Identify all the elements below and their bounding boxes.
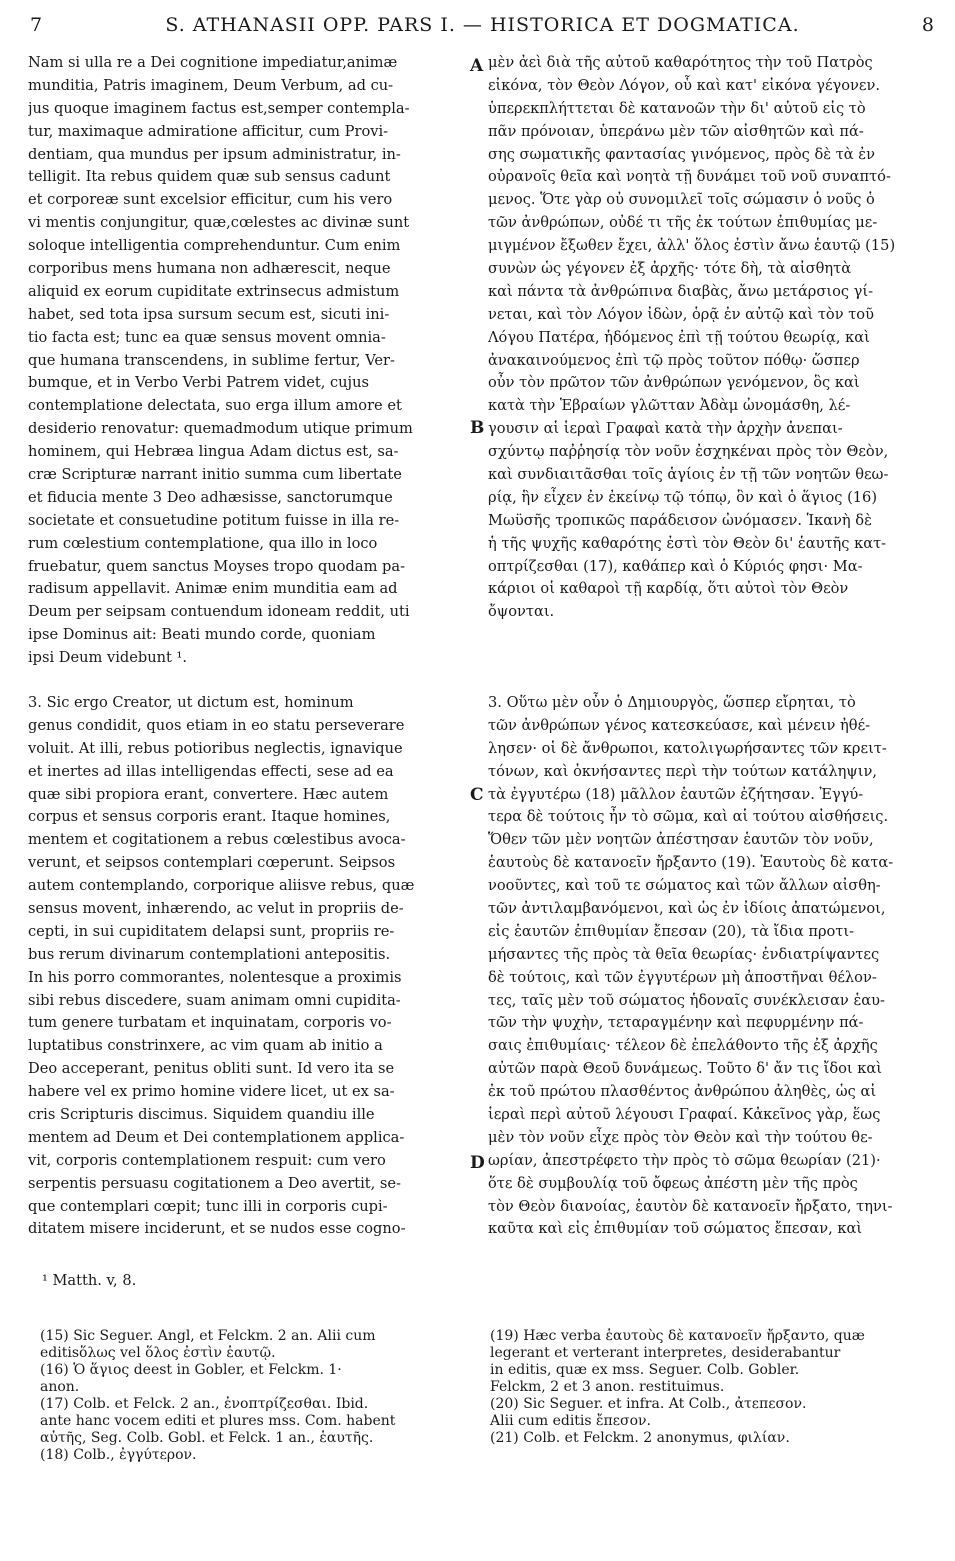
footnote-line: (17) Colb. et Felck. 2 an., ἐνοπτρίζεσθαι. Ibid. <box>40 1396 369 1412</box>
page-number-right: 8 <box>921 14 935 36</box>
latin-text-line: habere vel ex primo homine videre licet, ut ex sa- <box>28 1083 395 1101</box>
footnote-line: (20) Sic Seguer. et infra. At Colb., ἀτεπεσον. <box>490 1396 807 1412</box>
greek-text-line: ρίᾳ, ἣν εἶχεν ἐν ἐκείνῳ τῷ τόπῳ, ὃν καὶ ὁ ἅγιος (16) <box>488 488 878 506</box>
greek-text-line: οπτρίζεσθαι (17), καθάπερ καὶ ὁ Κύριός φησι· Μα- <box>488 557 863 575</box>
greek-text-line: τόνων, καὶ ὀκνήσαντες περὶ τὴν τούτων κατάληψιν, <box>488 762 877 780</box>
greek-text-line: ὅτε δὲ συμβουλίᾳ τοῦ ὄφεως ἀπέστη μὲν τῆς πρὸς <box>488 1174 858 1192</box>
greek-text-line: μὲν τὸν νοῦν εἶχε πρὸς τὸν Θεὸν καὶ τὴν τούτου θε- <box>488 1128 873 1146</box>
greek-text-line: τῶν ἀνθρώπων, οὐδέ τι τῆς ἐκ τούτων ἐπιθυμίας με- <box>488 214 878 232</box>
greek-text-line: Ὅθεν τῶν μὲν νοητῶν ἀπέστησαν ἑαυτῶν τὸν νοῦν, <box>488 831 874 849</box>
latin-text-line: soloque intelligentia comprehenduntur. Cum enim <box>28 237 401 255</box>
greek-text-line: μήσαντες τῆς πρὸς τὰ θεῖα θεωρίας· ἐνδιατρίψαντες <box>488 945 880 963</box>
footnote-line: (16) Ὁ ἅγιος deest in Gobler, et Felckm. 1· <box>40 1362 342 1378</box>
latin-text-line: verunt, et seipsos contemplari cœperunt. Seipsos <box>28 854 396 872</box>
latin-text-line: vi mentis conjungitur, quæ,cœlestes ac divinæ sunt <box>28 214 410 232</box>
latin-text-line: mentem et cogitationem a rebus cœlestibus avoca- <box>28 831 406 849</box>
latin-text-line: In his porro commorantes, nolentesque a proximis <box>28 968 402 986</box>
greek-text-line: καῦτα καὶ εἰς ἐπιθυμίαν τοῦ σώματος ἔπεσαν, καὶ <box>488 1220 863 1238</box>
page-header <box>30 14 935 44</box>
greek-text-line: εἰς ἑαυτῶν ἐπιθυμίαν ἔπεσαν (20), τὰ ἴδια προτι- <box>488 922 855 940</box>
latin-text-line: aliquid ex eorum cupiditate extrinsecus admistum <box>28 282 400 300</box>
latin-text-line: ditatem misere inciderunt, et se nudos esse cogno- <box>28 1220 406 1238</box>
latin-text-line: 3. Sic ergo Creator, ut dictum est, hominum <box>28 694 354 711</box>
latin-text-line: que contemplari cœpit; tunc illi in corporis cupi- <box>28 1197 388 1215</box>
footnote-line: (15) Sic Seguer. Angl, et Felckm. 2 an. Alii cum <box>40 1328 376 1344</box>
greek-text-line: νεται, καὶ τὸν Λόγον ἰδὼν, ὁρᾷ ἐν αὐτῷ καὶ τὸν τοῦ <box>488 305 874 323</box>
greek-text-line: μιγμένον ἔξωθεν ἔχει, ἀλλ' ὅλος ἐστὶν ἄνω ἑαυτῷ (15) <box>488 237 896 255</box>
latin-text-line: rum cœlestium contemplatione, qua illo in loco <box>28 534 378 552</box>
greek-text-line: τὰ ἐγγυτέρω (18) μᾶλλον ἑαυτῶν ἐζήτησαν. Ἐγγύ- <box>488 785 864 803</box>
greek-text-line: τες, ταῖς μὲν τοῦ σώματος ἡδοναῖς συνέκλεισαν ἑαυ- <box>488 991 885 1009</box>
latin-text-line: desiderio renovatur: quemadmodum utique primum <box>28 420 413 438</box>
latin-text-line: cræ Scripturæ narrant initio summa cum libertate <box>28 466 402 484</box>
section-marker-a: A <box>470 56 484 76</box>
footnote-line: Alii cum editis ἔπεσον. <box>490 1413 651 1429</box>
latin-text-line: ipsi Deum videbunt ¹. <box>28 649 188 667</box>
latin-text-line: Deum per seipsam contuendum idoneam reddit, uti <box>28 603 410 621</box>
latin-text-line: genus condidit, quos etiam in eo statu perseverare <box>28 716 405 734</box>
scripture-footnote: ¹ Matth. v, 8. <box>42 1272 137 1289</box>
latin-text-line: societate et consuetudine potitum fuisse in illa re- <box>28 511 400 529</box>
greek-text-line: καὶ συνδιαιτᾶσθαι τοῖς ἁγίοις ἐν τῇ τῶν νοητῶν θεω- <box>488 466 889 484</box>
latin-text-line: ipse Dominus ait: Beati mundo corde, quoniam <box>28 626 376 644</box>
latin-text-line: voluit. At illi, rebus potioribus neglectis, ignavique <box>28 739 403 757</box>
footnote-line: anon. <box>40 1379 80 1395</box>
latin-text-line: telligit. Ita rebus quidem quæ sub sensus cadunt <box>28 168 391 186</box>
footnote-line: (19) Hæc verba ἑαυτοὺς δὲ κατανοεῖν ἤρξαντο, quæ <box>490 1328 865 1344</box>
footnote-line: legerant et verterant interpretes, desiderabantur <box>490 1345 841 1361</box>
greek-text-line: κάριοι οἱ καθαροὶ τῇ καρδίᾳ, ὅτι αὐτοὶ τὸν Θεὸν <box>488 580 849 598</box>
latin-column-top <box>28 52 468 670</box>
greek-column-top <box>488 52 933 624</box>
footnotes-right <box>490 1328 935 1447</box>
latin-text-line: tur, maximaque admiratione afficitur, cum Provi- <box>28 122 389 140</box>
latin-text-line: tum genere turbatam et inquinatam, corporis vo- <box>28 1014 392 1032</box>
greek-text-line: τῶν ἀντιλαμβανόμενοι, καὶ ὡς ἐν ἰδίοις ἀπατώμενοι, <box>488 900 886 918</box>
greek-text-line: εἰκόνα, τὸν Θεὸν Λόγον, οὗ καὶ κατ' εἰκόνα γέγονεν. <box>488 76 880 94</box>
greek-text-line: ἐκ τοῦ πρώτου πλασθέντος ἀνθρώπου ἀληθὲς, ὡς αἱ <box>488 1083 877 1101</box>
section-marker-d: D <box>470 1153 485 1173</box>
greek-column-bottom <box>488 692 933 1241</box>
greek-text-line: τῶν τὴν ψυχὴν, τεταραγμένην καὶ πεφυρμένην πά- <box>488 1014 864 1032</box>
greek-text-line: ὑπερεκπλήττεται δὲ κατανοῶν τὴν δι' αὐτοῦ εἰς τὸ <box>488 99 866 117</box>
latin-text-line: bus rerum divinarum contemplationi antepositis. <box>28 945 391 963</box>
greek-text-line: Μωϋσῆς τροπικῶς παράδεισον ὠνόμασεν. Ἱκανὴ δὲ <box>488 511 872 529</box>
latin-text-line: et corporeæ sunt excelsior efficitur, cum his vero <box>28 191 393 209</box>
latin-text-line: corpus et sensus corporis erant. Itaque homines, <box>28 808 391 826</box>
greek-text-line: ὄψονται. <box>488 603 555 621</box>
greek-text-line: Λόγου Πατέρα, ἡδόμενος ἐπὶ τῇ τούτου θεωρίᾳ, καὶ <box>488 328 870 346</box>
latin-text-line: contemplatione delectata, suo erga illum amore et <box>28 397 402 415</box>
greek-text-line: σχύντῳ παῤῥησίᾳ τὸν νοῦν ἐσχηκέναι πρὸς τὸν Θεὸν, <box>488 443 889 461</box>
latin-text-line: et inertes ad illas intelligendas effecti, sese ad ea <box>28 762 394 780</box>
latin-text-line: fruebatur, quem sanctus Moyses tropo quodam pa- <box>28 557 406 575</box>
footnote-line: αὐτῆς, Seg. Colb. Gobl. et Felck. 1 an., ἑαυτῆς. <box>40 1430 374 1446</box>
greek-text-line: ἀνακαινούμενος ἐπὶ τῷ πρὸς τοῦτον πόθῳ· ὥσπερ <box>488 351 860 369</box>
greek-text-line: μὲν ἀεὶ διὰ τῆς αὐτοῦ καθαρότητος τὴν τοῦ Πατρὸς <box>488 54 873 71</box>
greek-text-line: ωρίαν, ἀπεστρέφετο τὴν πρὸς τὸ σῶμα θεωρίαν (21)· <box>488 1151 881 1169</box>
greek-text-line: ἡ τῆς ψυχῆς καθαρότης ἐστὶ τὸν Θεὸν δι' ἑαυτῆς κατ- <box>488 534 887 552</box>
latin-text-line: radisum appellavit. Animæ enim munditia eam ad <box>28 580 398 598</box>
latin-text-line: tio facta est; tunc ea quæ sensus movent omnia- <box>28 328 386 346</box>
latin-text-line: sibi rebus discedere, suam animam omni cupidita- <box>28 991 401 1009</box>
latin-text-line: mentem ad Deum et Dei contemplationem applica- <box>28 1128 405 1146</box>
latin-text-line: dentiam, qua mundus per ipsum administratur, in- <box>28 145 401 163</box>
greek-text-line: οὐρανοῖς θεῖα καὶ νοητὰ τῇ δυνάμει τοῦ νοῦ συναπτό- <box>488 168 891 186</box>
latin-text-line: quæ sibi propiora erant, convertere. Hæc autem <box>28 785 389 803</box>
latin-text-line: serpentis persuasu cogitationem a Deo avertit, se- <box>28 1174 401 1192</box>
latin-text-line: et fiducia mente 3 Deo adhæsisse, sanctorumque <box>28 488 393 506</box>
greek-text-line: καὶ πάντα τὰ ἀνθρώπινα διαβὰς, ἄνω μετάρσιος γί- <box>488 282 874 300</box>
greek-text-line: ἑαυτοὺς δὲ κατανοεῖν ἤρξαντο (19). Ἑαυτοὺς δὲ κατα- <box>488 854 894 872</box>
footnotes-left <box>40 1328 470 1464</box>
section-marker-c: C <box>470 785 484 805</box>
greek-text-line: ἱεραὶ περὶ αὐτοῦ λέγουσι Γραφαί. Κἀκεῖνος γὰρ, ἕως <box>488 1106 881 1124</box>
greek-text-line: οὖν τὸν πρῶτον τῶν ἀνθρώπων γενόμενον, ὃς καὶ <box>488 374 860 392</box>
greek-text-line: λησεν· οἱ δὲ ἄνθρωποι, κατολιγωρήσαντες τῶν κρειτ- <box>488 739 887 757</box>
footnote-line: ante hanc vocem editi et plures mss. Com. habent <box>40 1413 396 1429</box>
greek-text-line: δὲ τούτοις, καὶ τῶν ἐγγυτέρων μὴ ἀποστῆναι θέλον- <box>488 968 877 986</box>
greek-text-line: πᾶν πρόνοιαν, ὑπεράνω μὲν τῶν αἰσθητῶν καὶ πά- <box>488 122 864 140</box>
greek-text-line: νοοῦντες, καὶ τοῦ τε σώματος καὶ τῶν ἄλλων αἰσθη- <box>488 877 881 895</box>
latin-text-line: Deo acceperant, penitus obliti sunt. Id vero ita se <box>28 1060 395 1078</box>
greek-text-line: τῶν ἀνθρώπων γένος κατεσκεύασε, καὶ μένειν ἠθέ- <box>488 716 871 734</box>
latin-text-line: que humana transcendens, in sublime fertur, Ver- <box>28 351 395 369</box>
latin-text-line: cepti, in sui cupiditatem delapsi sunt, propriis re- <box>28 922 395 940</box>
latin-text-line: corporibus mens humana non adhærescit, neque <box>28 260 391 278</box>
greek-text-line: 3. Οὕτω μὲν οὖν ὁ Δημιουργὸς, ὥσπερ εἴρηται, τὸ <box>488 694 856 711</box>
greek-text-line: τερα δὲ τούτοις ἦν τὸ σῶμα, καὶ αἱ τούτου αἰσθήσεις. <box>488 808 889 826</box>
footnote-line: (18) Colb., ἐγγύτερον. <box>40 1447 197 1463</box>
page-number-left: 7 <box>30 14 44 36</box>
latin-column-bottom <box>28 692 468 1241</box>
latin-text-line: Nam si ulla re a Dei cognitione impediatur,animæ <box>28 54 398 71</box>
footnote-line: (21) Colb. et Felckm. 2 anonymus, φιλίαν. <box>490 1430 790 1446</box>
footnote-line: in editis, quæ ex mss. Seguer. Colb. Gobler. <box>490 1362 800 1378</box>
greek-text-line: σης σωματικῆς φαντασίας γινόμενος, πρὸς δὲ τὰ ἐν <box>488 145 875 163</box>
latin-text-line: jus quoque imaginem factus est,semper contempla- <box>28 99 410 117</box>
footnote-line: editisὅλως vel ὅλος ἐστὶν ἑαυτῷ. <box>40 1345 276 1361</box>
greek-text-line: αὐτῶν παρὰ Θεοῦ δυνάμεως. Τοῦτο δ' ἄν τις ἴδοι καὶ <box>488 1060 882 1078</box>
latin-text-line: munditia, Patris imaginem, Deum Verbum, ad cu- <box>28 76 394 94</box>
section-marker-b: B <box>470 418 485 438</box>
latin-text-line: hominem, qui Hebræa lingua Adam dictus est, sa- <box>28 443 399 461</box>
latin-text-line: cris Scripturis discimus. Siquidem quandiu ille <box>28 1106 375 1124</box>
latin-text-line: luptatibus constrinxere, ac vim quam ab initio a <box>28 1037 383 1055</box>
latin-text-line: sensus movent, inhærendo, ac velut in propriis de- <box>28 900 404 918</box>
latin-text-line: vit, corporis contemplationem respuit: cum vero <box>28 1151 386 1169</box>
latin-text-line: habet, sed tota ipsa sursum secum est, sicuti ini- <box>28 305 390 323</box>
running-title: S. ATHANASII OPP. PARS I. — HISTORICA ET DOGMATICA. <box>165 14 800 36</box>
latin-text-line: autem contemplando, corporique aliisve rebus, quæ <box>28 877 415 895</box>
greek-text-line: γουσιν αἱ ἱεραὶ Γραφαὶ κατὰ τὴν ἀρχὴν ἀνεπαι- <box>488 420 843 438</box>
greek-text-line: κατὰ τὴν Ἑβραίων γλῶτταν Ἀδὰμ ὠνομάσθη, λέ- <box>488 397 851 415</box>
greek-text-line: σαις ἐπιθυμίαις· τέλεον δὲ ἐπελάθοντο τῆς ἐξ ἀρχῆς <box>488 1037 878 1055</box>
greek-text-line: τὸν Θεὸν διανοίας, ἑαυτὸν δὲ κατανοεῖν ἤρξατο, τηνι- <box>488 1197 893 1215</box>
greek-text-line: συνὼν ὡς γέγονεν ἐξ ἀρχῆς· τότε δὴ, τὰ αἰσθητὰ <box>488 260 852 278</box>
greek-text-line: μενος. Ὅτε γὰρ οὐ συνομιλεῖ τοῖς σώμασιν ὁ νοῦς ὁ <box>488 191 875 209</box>
latin-text-line: bumque, et in Verbo Verbi Patrem videt, cujus <box>28 374 369 392</box>
footnote-line: Felckm, 2 et 3 anon. restituimus. <box>490 1379 725 1395</box>
